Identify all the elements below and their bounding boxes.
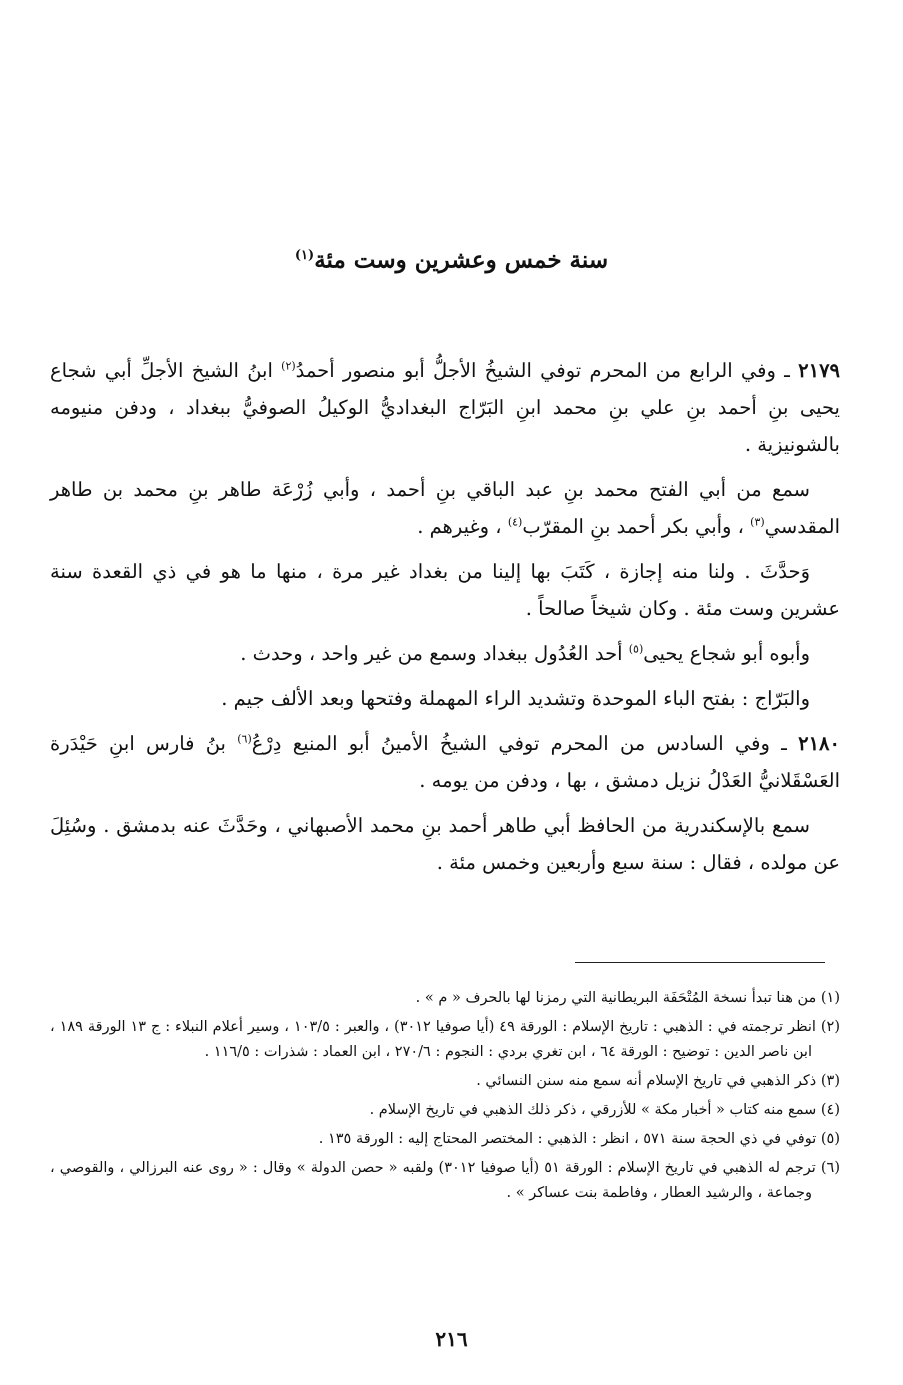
paragraph-text: سمع بالإسكندرية من الحافظ أبي طاهر أحمد بنِ محمد الأصبهاني ، وحَدَّثَ عنه بدمشق . وسُئِلَ عن مولده ، فقال : سنة سبع وأربعين وخمس مئة .: [50, 814, 840, 874]
footnote-marker: (٥): [628, 642, 644, 656]
paragraph-text: أحد العُدُول ببغداد وسمع من غير واحد ، وحدث .: [240, 642, 623, 665]
footnote: (١) من هنا تبدأ نسخة المُتْحَفَة البريطانية التي رمزنا لها بالحرف « م » .: [415, 990, 840, 1006]
paragraph: [50, 471, 840, 545]
paragraph-text: ابنُ الشيخ الأجلِّ أبي شجاع يحيى بنِ أحمد بنِ علي بنِ محمد ابنِ البَرّاج البغداديُّ الوكيلُ الصوفيُّ ببغداد ، ودفن منيومه بالشونيزية .: [50, 359, 840, 456]
footnotes: [50, 986, 840, 1210]
paragraph-text: سمع من أبي الفتح محمد بنِ عبد الباقي بنِ أحمد ، وأبي زُرْعَة طاهر بنِ محمد بن طاهر المقدسي: [50, 478, 840, 538]
footnote-marker: (٦): [237, 732, 252, 746]
heading-text: سنة خمس وعشرين وست مئة: [314, 246, 609, 274]
paragraph-text: ، وأبي بكر أحمد بنِ المقرّب: [522, 515, 744, 538]
paragraph-entry-2180: [50, 725, 840, 799]
page-number: ٢١٦: [435, 1327, 468, 1351]
paragraph-text: والبَرّاج : بفتح الباء الموحدة وتشديد الراء المهملة وفتحها وبعد الألف جيم .: [221, 687, 810, 710]
paragraph-text: وَحدَّثَ . ولنا منه إجازة ، كَتَبَ بها إلينا من بغداد غير مرة ، منها ما هو في ذي القعدة سنة عشرين وست مئة . وكان شيخاً صالحاً .: [50, 560, 840, 620]
paragraph-text: وأبوه أبو شجاع يحيى: [643, 642, 810, 665]
paragraph: [50, 680, 840, 717]
main-text: [50, 352, 840, 889]
paragraph: [50, 553, 840, 627]
section-heading: [60, 236, 843, 281]
footnote-marker: (٤): [507, 515, 523, 529]
footnote: (٣) ذكر الذهبي في تاريخ الإسلام أنه سمع منه سنن النسائي .: [476, 1073, 840, 1089]
paragraph: [50, 807, 840, 881]
paragraph-text: ـ وفي الرابع من المحرم توفي الشيخُ الأجلُّ أبو منصور أحمدُ: [295, 359, 790, 382]
footnote: (٢) انظر ترجمته في : الذهبي : تاريخ الإسلام : الورقة ٤٩ (أيا صوفيا ٣٠١٢) ، والعبر : ١٠٣/٥ ، وسير أعلام النبلاء : ج ١٣ الورقة ١٨٩ ، ابن ناصر الدين : توضيح : الورقة ٦٤ ، ابن تغري بردي : النجوم : ٢٧٠/٦ ، ابن العماد : شذرات : ١١٦/٥ .: [50, 1019, 840, 1060]
paragraph-text: ، وغيرهم .: [417, 515, 502, 538]
footnote: (٤) سمع منه كتاب « أخبار مكة » للأزرقي ، ذكر ذلك الذهبي في تاريخ الإسلام .: [369, 1102, 840, 1118]
footnote: (٦) ترجم له الذهبي في تاريخ الإسلام : الورقة ٥١ (أيا صوفيا ٣٠١٢) ولقبه « حصن الدولة » وقال : « روى عنه البرزالي ، والقوصي ، وجماعة ، والرشيد العطار ، وفاطمة بنت عساكر » .: [50, 1160, 840, 1201]
heading-footnote-marker: (١): [294, 248, 315, 263]
paragraph-entry-2179: [50, 352, 840, 463]
paragraph: [50, 635, 840, 672]
footnote-separator: [575, 962, 825, 963]
footnote-marker: (٣): [750, 515, 765, 529]
footnote-marker: (٢): [281, 359, 296, 373]
entry-number: ٢١٨٠: [798, 732, 840, 755]
paragraph-text: بنُ فارس ابنِ حَيْدَرة العَسْقَلانيُّ العَدْلُ نزيل دمشق ، بها ، ودفن من يومه .: [50, 732, 840, 792]
footnote: (٥) توفي في ذي الحجة سنة ٥٧١ ، انظر : الذهبي : المختصر المحتاج إليه : الورقة ١٣٥ .: [318, 1131, 840, 1147]
entry-number: ٢١٧٩: [798, 359, 841, 382]
paragraph-text: ـ وفي السادس من المحرم توفي الشيخُ الأمينُ أبو المنيع دِرْعُ: [251, 732, 787, 755]
